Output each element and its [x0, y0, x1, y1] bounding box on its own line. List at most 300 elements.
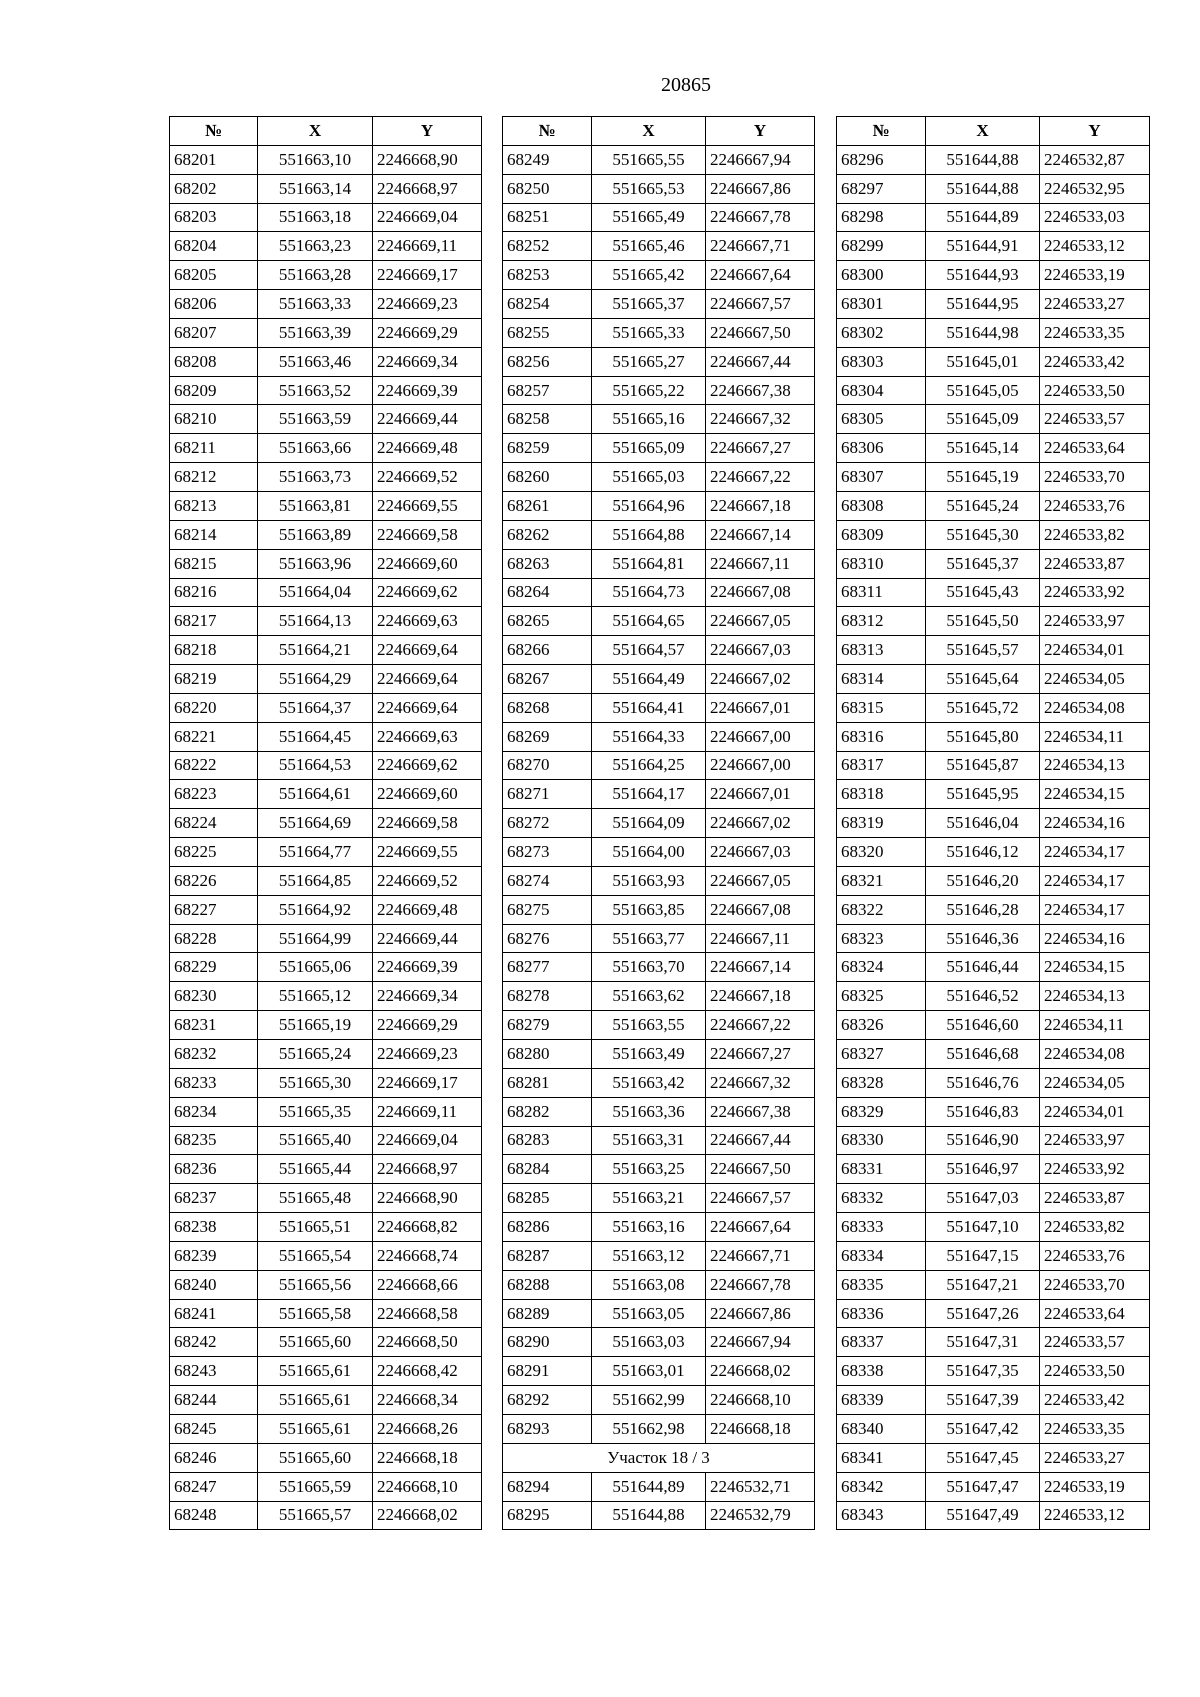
- point-number-cell: 68231: [170, 1011, 258, 1040]
- y-coordinate-cell: 2246533,70: [1040, 1270, 1150, 1299]
- table-row: [170, 578, 482, 607]
- y-coordinate-cell: 2246669,29: [373, 1011, 482, 1040]
- table-row: [170, 1040, 482, 1069]
- y-coordinate-cell: 2246534,16: [1040, 809, 1150, 838]
- x-coordinate-cell: 551664,29: [258, 665, 373, 694]
- table-row: [170, 1126, 482, 1155]
- point-number-cell: 68336: [837, 1299, 926, 1328]
- x-coordinate-cell: 551664,96: [592, 491, 706, 520]
- y-coordinate-cell: 2246669,39: [373, 953, 482, 982]
- table-row: [837, 203, 1150, 232]
- table-row: [837, 982, 1150, 1011]
- table-row: [170, 434, 482, 463]
- y-coordinate-cell: 2246667,71: [706, 1241, 815, 1270]
- y-coordinate-cell: 2246667,50: [706, 318, 815, 347]
- point-number-cell: 68207: [170, 318, 258, 347]
- y-coordinate-cell: 2246668,58: [373, 1299, 482, 1328]
- table-row: [170, 924, 482, 953]
- y-coordinate-cell: 2246667,11: [706, 549, 815, 578]
- point-number-cell: 68301: [837, 290, 926, 319]
- y-coordinate-cell: 2246668,90: [373, 1184, 482, 1213]
- y-coordinate-cell: 2246669,34: [373, 982, 482, 1011]
- y-coordinate-cell: 2246669,34: [373, 347, 482, 376]
- y-coordinate-cell: 2246669,48: [373, 895, 482, 924]
- point-number-cell: 68278: [503, 982, 592, 1011]
- point-number-cell: 68260: [503, 463, 592, 492]
- table-row: [170, 376, 482, 405]
- point-number-cell: 68226: [170, 866, 258, 895]
- table-row: [503, 1299, 815, 1328]
- table-row: [837, 1386, 1150, 1415]
- y-coordinate-cell: 2246667,08: [706, 578, 815, 607]
- y-coordinate-cell: 2246667,00: [706, 722, 815, 751]
- table-row: [170, 982, 482, 1011]
- point-number-cell: 68272: [503, 809, 592, 838]
- y-coordinate-cell: 2246533,92: [1040, 578, 1150, 607]
- point-number-cell: 68314: [837, 665, 926, 694]
- x-coordinate-cell: 551644,91: [926, 232, 1040, 261]
- table-row: [170, 463, 482, 492]
- x-coordinate-cell: 551665,58: [258, 1299, 373, 1328]
- y-coordinate-cell: 2246534,13: [1040, 982, 1150, 1011]
- y-coordinate-cell: 2246667,50: [706, 1155, 815, 1184]
- table-row: [503, 636, 815, 665]
- point-number-cell: 68227: [170, 895, 258, 924]
- table-row: [503, 290, 815, 319]
- x-coordinate-cell: 551646,20: [926, 866, 1040, 895]
- x-coordinate-cell: 551665,61: [258, 1357, 373, 1386]
- y-coordinate-cell: 2246669,44: [373, 405, 482, 434]
- table-row: [170, 232, 482, 261]
- table-row: [170, 1357, 482, 1386]
- point-number-cell: 68309: [837, 520, 926, 549]
- y-coordinate-cell: 2246534,05: [1040, 665, 1150, 694]
- table-row: [837, 434, 1150, 463]
- table-row: [170, 1068, 482, 1097]
- y-coordinate-cell: 2246667,57: [706, 1184, 815, 1213]
- x-coordinate-cell: 551665,55: [592, 145, 706, 174]
- x-coordinate-cell: 551647,31: [926, 1328, 1040, 1357]
- point-number-cell: 68212: [170, 463, 258, 492]
- x-coordinate-cell: 551647,10: [926, 1213, 1040, 1242]
- table-row: [837, 1414, 1150, 1443]
- x-coordinate-cell: 551665,30: [258, 1068, 373, 1097]
- x-coordinate-cell: 551646,68: [926, 1040, 1040, 1069]
- x-coordinate-cell: 551665,51: [258, 1213, 373, 1242]
- x-coordinate-cell: 551646,76: [926, 1068, 1040, 1097]
- point-number-cell: 68324: [837, 953, 926, 982]
- point-number-cell: 68337: [837, 1328, 926, 1357]
- x-coordinate-cell: 551663,31: [592, 1126, 706, 1155]
- point-number-cell: 68259: [503, 434, 592, 463]
- x-coordinate-cell: 551665,48: [258, 1184, 373, 1213]
- x-coordinate-cell: 551663,12: [592, 1241, 706, 1270]
- header-y: Y: [706, 117, 815, 146]
- y-coordinate-cell: 2246533,50: [1040, 376, 1150, 405]
- point-number-cell: 68303: [837, 347, 926, 376]
- table-row: [837, 145, 1150, 174]
- table-row: [170, 1011, 482, 1040]
- y-coordinate-cell: 2246668,97: [373, 174, 482, 203]
- y-coordinate-cell: 2246669,17: [373, 261, 482, 290]
- table-row: [837, 1328, 1150, 1357]
- y-coordinate-cell: 2246669,48: [373, 434, 482, 463]
- table-row: [837, 1241, 1150, 1270]
- point-number-cell: 68312: [837, 607, 926, 636]
- y-coordinate-cell: 2246534,01: [1040, 636, 1150, 665]
- table-row: [170, 1184, 482, 1213]
- x-coordinate-cell: 551664,33: [592, 722, 706, 751]
- y-coordinate-cell: 2246533,50: [1040, 1357, 1150, 1386]
- x-coordinate-cell: 551663,05: [592, 1299, 706, 1328]
- x-coordinate-cell: 551664,92: [258, 895, 373, 924]
- point-number-cell: 68327: [837, 1040, 926, 1069]
- y-coordinate-cell: 2246669,62: [373, 578, 482, 607]
- point-number-cell: 68283: [503, 1126, 592, 1155]
- y-coordinate-cell: 2246533,57: [1040, 1328, 1150, 1357]
- point-number-cell: 68219: [170, 665, 258, 694]
- x-coordinate-cell: 551665,24: [258, 1040, 373, 1069]
- point-number-cell: 68268: [503, 693, 592, 722]
- x-coordinate-cell: 551664,88: [592, 520, 706, 549]
- x-coordinate-cell: 551664,85: [258, 866, 373, 895]
- table-header-row: [170, 117, 482, 146]
- table-row: [170, 636, 482, 665]
- x-coordinate-cell: 551664,57: [592, 636, 706, 665]
- table-row: [837, 520, 1150, 549]
- x-coordinate-cell: 551664,25: [592, 751, 706, 780]
- point-number-cell: 68275: [503, 895, 592, 924]
- x-coordinate-cell: 551665,59: [258, 1472, 373, 1501]
- point-number-cell: 68225: [170, 838, 258, 867]
- x-coordinate-cell: 551663,39: [258, 318, 373, 347]
- x-coordinate-cell: 551664,73: [592, 578, 706, 607]
- table-row: [503, 895, 815, 924]
- y-coordinate-cell: 2246668,02: [373, 1501, 482, 1530]
- y-coordinate-cell: 2246533,82: [1040, 520, 1150, 549]
- table-row: [837, 722, 1150, 751]
- table-row: [837, 636, 1150, 665]
- x-coordinate-cell: 551664,49: [592, 665, 706, 694]
- point-number-cell: 68206: [170, 290, 258, 319]
- y-coordinate-cell: 2246533,57: [1040, 405, 1150, 434]
- table-row: [170, 520, 482, 549]
- x-coordinate-cell: 551665,60: [258, 1443, 373, 1472]
- x-coordinate-cell: 551663,28: [258, 261, 373, 290]
- table-row: [503, 953, 815, 982]
- x-coordinate-cell: 551645,24: [926, 491, 1040, 520]
- table-row: [837, 607, 1150, 636]
- table-row: [170, 895, 482, 924]
- x-coordinate-cell: 551665,61: [258, 1414, 373, 1443]
- x-coordinate-cell: 551664,04: [258, 578, 373, 607]
- table-row: [837, 751, 1150, 780]
- y-coordinate-cell: 2246667,94: [706, 1328, 815, 1357]
- point-number-cell: 68253: [503, 261, 592, 290]
- point-number-cell: 68220: [170, 693, 258, 722]
- x-coordinate-cell: 551645,72: [926, 693, 1040, 722]
- table-row: [170, 665, 482, 694]
- point-number-cell: 68280: [503, 1040, 592, 1069]
- point-number-cell: 68334: [837, 1241, 926, 1270]
- table-row: [170, 953, 482, 982]
- x-coordinate-cell: 551663,85: [592, 895, 706, 924]
- point-number-cell: 68274: [503, 866, 592, 895]
- point-number-cell: 68249: [503, 145, 592, 174]
- x-coordinate-cell: 551663,16: [592, 1213, 706, 1242]
- table-row: [837, 1040, 1150, 1069]
- point-number-cell: 68251: [503, 203, 592, 232]
- point-number-cell: 68263: [503, 549, 592, 578]
- x-coordinate-cell: 551647,21: [926, 1270, 1040, 1299]
- y-coordinate-cell: 2246667,86: [706, 174, 815, 203]
- y-coordinate-cell: 2246668,02: [706, 1357, 815, 1386]
- y-coordinate-cell: 2246669,60: [373, 549, 482, 578]
- y-coordinate-cell: 2246533,42: [1040, 1386, 1150, 1415]
- y-coordinate-cell: 2246669,23: [373, 1040, 482, 1069]
- point-number-cell: 68255: [503, 318, 592, 347]
- table-row: [837, 463, 1150, 492]
- y-coordinate-cell: 2246532,87: [1040, 145, 1150, 174]
- point-number-cell: 68299: [837, 232, 926, 261]
- x-coordinate-cell: 551663,66: [258, 434, 373, 463]
- point-number-cell: 68326: [837, 1011, 926, 1040]
- x-coordinate-cell: 551663,10: [258, 145, 373, 174]
- x-coordinate-cell: 551664,61: [258, 780, 373, 809]
- table-row: [503, 1386, 815, 1415]
- y-coordinate-cell: 2246667,27: [706, 1040, 815, 1069]
- table-row: [503, 1126, 815, 1155]
- y-coordinate-cell: 2246669,64: [373, 693, 482, 722]
- y-coordinate-cell: 2246667,00: [706, 751, 815, 780]
- x-coordinate-cell: 551663,73: [258, 463, 373, 492]
- point-number-cell: 68271: [503, 780, 592, 809]
- x-coordinate-cell: 551646,28: [926, 895, 1040, 924]
- header-x: X: [258, 117, 373, 146]
- table-row: [837, 1184, 1150, 1213]
- x-coordinate-cell: 551647,39: [926, 1386, 1040, 1415]
- point-number-cell: 68257: [503, 376, 592, 405]
- point-number-cell: 68294: [503, 1472, 592, 1501]
- table-row: [503, 1501, 815, 1530]
- table-row: [503, 1155, 815, 1184]
- point-number-cell: 68229: [170, 953, 258, 982]
- x-coordinate-cell: 551664,77: [258, 838, 373, 867]
- point-number-cell: 68331: [837, 1155, 926, 1184]
- table-row: [170, 866, 482, 895]
- point-number-cell: 68276: [503, 924, 592, 953]
- x-coordinate-cell: 551665,57: [258, 1501, 373, 1530]
- y-coordinate-cell: 2246667,14: [706, 520, 815, 549]
- table-row: [170, 1155, 482, 1184]
- point-number-cell: 68321: [837, 866, 926, 895]
- table-row: [837, 924, 1150, 953]
- y-coordinate-cell: 2246533,19: [1040, 1472, 1150, 1501]
- y-coordinate-cell: 2246669,55: [373, 491, 482, 520]
- point-number-cell: 68266: [503, 636, 592, 665]
- x-coordinate-cell: 551663,96: [258, 549, 373, 578]
- table-row: [170, 1270, 482, 1299]
- table-header-row: [503, 117, 815, 146]
- point-number-cell: 68237: [170, 1184, 258, 1213]
- y-coordinate-cell: 2246669,64: [373, 636, 482, 665]
- table-row: [837, 1357, 1150, 1386]
- x-coordinate-cell: 551664,45: [258, 722, 373, 751]
- table-row: [170, 203, 482, 232]
- y-coordinate-cell: 2246667,57: [706, 290, 815, 319]
- x-coordinate-cell: 551646,90: [926, 1126, 1040, 1155]
- point-number-cell: 68306: [837, 434, 926, 463]
- x-coordinate-cell: 551647,26: [926, 1299, 1040, 1328]
- table-row: [503, 549, 815, 578]
- y-coordinate-cell: 2246669,44: [373, 924, 482, 953]
- x-coordinate-cell: 551663,01: [592, 1357, 706, 1386]
- table-row: [503, 203, 815, 232]
- table-row: [837, 376, 1150, 405]
- table-row: [837, 1155, 1150, 1184]
- table-row: [170, 318, 482, 347]
- y-coordinate-cell: 2246667,71: [706, 232, 815, 261]
- table-row: [503, 1068, 815, 1097]
- table-row: [503, 1357, 815, 1386]
- point-number-cell: 68307: [837, 463, 926, 492]
- table-row: [503, 463, 815, 492]
- x-coordinate-cell: 551645,01: [926, 347, 1040, 376]
- y-coordinate-cell: 2246534,11: [1040, 1011, 1150, 1040]
- point-number-cell: 68250: [503, 174, 592, 203]
- y-coordinate-cell: 2246532,79: [706, 1501, 815, 1530]
- point-number-cell: 68332: [837, 1184, 926, 1213]
- x-coordinate-cell: 551646,44: [926, 953, 1040, 982]
- point-number-cell: 68254: [503, 290, 592, 319]
- table-row: [503, 578, 815, 607]
- x-coordinate-cell: 551663,42: [592, 1068, 706, 1097]
- point-number-cell: 68252: [503, 232, 592, 261]
- point-number-cell: 68290: [503, 1328, 592, 1357]
- x-coordinate-cell: 551647,47: [926, 1472, 1040, 1501]
- point-number-cell: 68204: [170, 232, 258, 261]
- point-number-cell: 68304: [837, 376, 926, 405]
- point-number-cell: 68316: [837, 722, 926, 751]
- point-number-cell: 68325: [837, 982, 926, 1011]
- x-coordinate-cell: 551664,81: [592, 549, 706, 578]
- y-coordinate-cell: 2246668,10: [706, 1386, 815, 1415]
- table-row: [503, 347, 815, 376]
- y-coordinate-cell: 2246534,11: [1040, 722, 1150, 751]
- point-number-cell: 68258: [503, 405, 592, 434]
- y-coordinate-cell: 2246667,22: [706, 463, 815, 492]
- y-coordinate-cell: 2246668,97: [373, 1155, 482, 1184]
- point-number-cell: 68202: [170, 174, 258, 203]
- section-label: Участок 18 / 3: [503, 1443, 815, 1472]
- point-number-cell: 68335: [837, 1270, 926, 1299]
- y-coordinate-cell: 2246668,10: [373, 1472, 482, 1501]
- x-coordinate-cell: 551647,35: [926, 1357, 1040, 1386]
- y-coordinate-cell: 2246668,82: [373, 1213, 482, 1242]
- header-number: №: [837, 117, 926, 146]
- point-number-cell: 68221: [170, 722, 258, 751]
- point-number-cell: 68241: [170, 1299, 258, 1328]
- point-number-cell: 68277: [503, 953, 592, 982]
- point-number-cell: 68264: [503, 578, 592, 607]
- x-coordinate-cell: 551663,93: [592, 866, 706, 895]
- point-number-cell: 68224: [170, 809, 258, 838]
- table-row: [170, 405, 482, 434]
- point-number-cell: 68214: [170, 520, 258, 549]
- table-row: [837, 1011, 1150, 1040]
- table-row: [170, 751, 482, 780]
- x-coordinate-cell: 551665,35: [258, 1097, 373, 1126]
- table-row: [170, 838, 482, 867]
- table-row: [837, 1126, 1150, 1155]
- table-row: [170, 347, 482, 376]
- y-coordinate-cell: 2246533,27: [1040, 1443, 1150, 1472]
- y-coordinate-cell: 2246667,14: [706, 953, 815, 982]
- y-coordinate-cell: 2246668,90: [373, 145, 482, 174]
- y-coordinate-cell: 2246533,35: [1040, 1414, 1150, 1443]
- point-number-cell: 68296: [837, 145, 926, 174]
- table-row: [170, 290, 482, 319]
- y-coordinate-cell: 2246669,52: [373, 866, 482, 895]
- point-number-cell: 68319: [837, 809, 926, 838]
- y-coordinate-cell: 2246667,08: [706, 895, 815, 924]
- x-coordinate-cell: 551665,03: [592, 463, 706, 492]
- point-number-cell: 68238: [170, 1213, 258, 1242]
- point-number-cell: 68330: [837, 1126, 926, 1155]
- table-row: [170, 693, 482, 722]
- y-coordinate-cell: 2246669,60: [373, 780, 482, 809]
- header-y: Y: [1040, 117, 1150, 146]
- x-coordinate-cell: 551662,99: [592, 1386, 706, 1415]
- table-row: [170, 809, 482, 838]
- x-coordinate-cell: 551663,21: [592, 1184, 706, 1213]
- y-coordinate-cell: 2246667,02: [706, 665, 815, 694]
- point-number-cell: 68247: [170, 1472, 258, 1501]
- x-coordinate-cell: 551646,52: [926, 982, 1040, 1011]
- y-coordinate-cell: 2246532,71: [706, 1472, 815, 1501]
- header-y: Y: [373, 117, 482, 146]
- point-number-cell: 68333: [837, 1213, 926, 1242]
- point-number-cell: 68305: [837, 405, 926, 434]
- x-coordinate-cell: 551663,70: [592, 953, 706, 982]
- y-coordinate-cell: 2246667,27: [706, 434, 815, 463]
- table-row: [837, 549, 1150, 578]
- x-coordinate-cell: 551646,36: [926, 924, 1040, 953]
- point-number-cell: 68292: [503, 1386, 592, 1415]
- y-coordinate-cell: 2246669,64: [373, 665, 482, 694]
- table-row: [503, 1097, 815, 1126]
- header-x: X: [926, 117, 1040, 146]
- point-number-cell: 68287: [503, 1241, 592, 1270]
- x-coordinate-cell: 551665,49: [592, 203, 706, 232]
- table-row: [170, 1414, 482, 1443]
- table-row: [837, 405, 1150, 434]
- x-coordinate-cell: 551664,13: [258, 607, 373, 636]
- table-row: [837, 347, 1150, 376]
- y-coordinate-cell: 2246667,32: [706, 405, 815, 434]
- y-coordinate-cell: 2246534,05: [1040, 1068, 1150, 1097]
- x-coordinate-cell: 551663,55: [592, 1011, 706, 1040]
- point-number-cell: 68217: [170, 607, 258, 636]
- x-coordinate-cell: 551644,93: [926, 261, 1040, 290]
- point-number-cell: 68284: [503, 1155, 592, 1184]
- x-coordinate-cell: 551663,18: [258, 203, 373, 232]
- table-row: [503, 1472, 815, 1501]
- coordinates-table-2: [502, 116, 815, 1530]
- y-coordinate-cell: 2246669,11: [373, 232, 482, 261]
- x-coordinate-cell: 551645,87: [926, 751, 1040, 780]
- point-number-cell: 68215: [170, 549, 258, 578]
